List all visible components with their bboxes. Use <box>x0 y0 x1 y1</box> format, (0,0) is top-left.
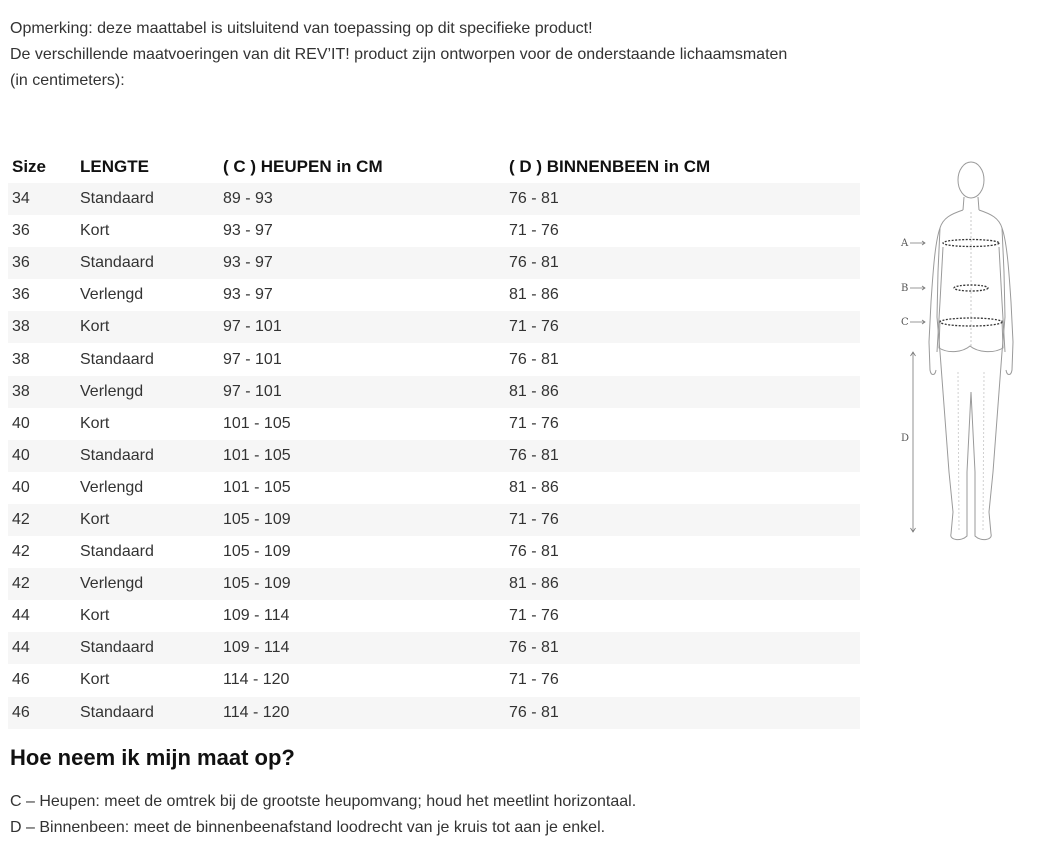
table-row <box>8 343 860 375</box>
hips-cell: 89 - 93 <box>223 190 273 208</box>
inseam-cell: 81 - 86 <box>509 575 559 593</box>
table-row <box>8 440 860 472</box>
table-header-row <box>8 150 860 183</box>
table-row <box>8 504 860 536</box>
label-a: A <box>901 238 909 249</box>
table-row <box>8 600 860 632</box>
inseam-cell: 76 - 81 <box>509 350 559 368</box>
inseam-cell: 76 - 81 <box>509 639 559 657</box>
length-cell: Verlengd <box>80 575 144 593</box>
table-row <box>8 215 860 247</box>
length-cell: Verlengd <box>80 382 144 400</box>
table-row <box>8 472 860 504</box>
measurement-notes <box>10 789 636 841</box>
size-cell: 40 <box>12 414 30 432</box>
table-row <box>8 279 860 311</box>
intro-note: Opmerking: deze maattabel is uitsluitend van toepassing op dit specifieke product! <box>10 20 593 37</box>
size-table <box>8 150 860 729</box>
header-inseam: ( D ) BINNENBEEN in CM <box>509 156 711 176</box>
hips-cell: 109 - 114 <box>223 607 290 625</box>
length-cell: Standaard <box>80 446 154 464</box>
label-d: D <box>901 433 910 444</box>
label-c: C <box>901 317 909 328</box>
size-cell: 38 <box>12 382 30 400</box>
length-cell: Kort <box>80 510 110 528</box>
size-cell: 42 <box>12 543 30 561</box>
length-cell: Kort <box>80 222 110 240</box>
table-row <box>8 247 860 279</box>
hips-cell: 101 - 105 <box>223 446 291 464</box>
size-cell: 42 <box>12 510 30 528</box>
hips-cell: 97 - 101 <box>223 350 282 368</box>
table-row <box>8 376 860 408</box>
size-cell: 42 <box>12 575 30 593</box>
inseam-cell: 71 - 76 <box>509 318 559 336</box>
note-inseam: D – Binnenbeen: meet de binnenbeenafstand loodrecht van je kruis tot aan je enkel. <box>10 819 606 836</box>
length-cell: Verlengd <box>80 286 144 304</box>
inseam-cell: 71 - 76 <box>509 414 559 432</box>
hips-cell: 105 - 109 <box>223 510 291 528</box>
hips-cell: 97 - 101 <box>223 382 282 400</box>
hips-cell: 114 - 120 <box>223 703 290 721</box>
size-cell: 38 <box>12 350 30 368</box>
table-row <box>8 568 860 600</box>
intro-text <box>10 16 790 94</box>
length-cell: Kort <box>80 607 110 625</box>
header-hips: ( C ) HEUPEN in CM <box>223 156 383 176</box>
size-cell: 36 <box>12 222 30 240</box>
header-length: LENGTE <box>80 156 149 176</box>
hips-cell: 93 - 97 <box>223 286 273 304</box>
table-row <box>8 664 860 696</box>
size-cell: 46 <box>12 671 30 689</box>
inseam-cell: 76 - 81 <box>509 446 559 464</box>
length-cell: Kort <box>80 414 110 432</box>
hips-cell: 101 - 105 <box>223 478 291 496</box>
hips-cell: 93 - 97 <box>223 254 273 272</box>
inseam-cell: 76 - 81 <box>509 543 559 561</box>
hips-cell: 114 - 120 <box>223 671 290 689</box>
table-row <box>8 697 860 729</box>
intro-description: De verschillende maatvoeringen van dit REV’IT! product zijn ontworpen voor de onderstaande lichaamsmaten (in centimeters): <box>10 46 788 89</box>
table-row <box>8 183 860 215</box>
table-row <box>8 632 860 664</box>
measurement-line-d <box>911 352 916 532</box>
inseam-cell: 71 - 76 <box>509 222 559 240</box>
inseam-cell: 81 - 86 <box>509 478 559 496</box>
length-cell: Standaard <box>80 639 154 657</box>
inseam-cell: 76 - 81 <box>509 190 559 208</box>
hips-cell: 101 - 105 <box>223 414 291 432</box>
how-to-measure-title: Hoe neem ik mijn maat op? <box>10 745 295 770</box>
body-measurement-figure <box>893 152 1033 552</box>
length-cell: Standaard <box>80 703 154 721</box>
length-cell: Kort <box>80 318 110 336</box>
size-cell: 44 <box>12 639 30 657</box>
size-cell: 34 <box>12 190 30 208</box>
size-cell: 40 <box>12 446 30 464</box>
hips-cell: 93 - 97 <box>223 222 273 240</box>
size-cell: 36 <box>12 254 30 272</box>
inseam-cell: 76 - 81 <box>509 254 559 272</box>
table-body <box>8 183 860 729</box>
inseam-cell: 71 - 76 <box>509 607 559 625</box>
size-cell: 36 <box>12 286 30 304</box>
length-cell: Standaard <box>80 190 154 208</box>
length-cell: Standaard <box>80 350 154 368</box>
table-row <box>8 408 860 440</box>
length-cell: Kort <box>80 671 110 689</box>
figure-head <box>958 162 984 198</box>
length-cell: Standaard <box>80 254 154 272</box>
header-size: Size <box>12 156 47 176</box>
length-cell: Verlengd <box>80 478 144 496</box>
hips-cell: 109 - 114 <box>223 639 290 657</box>
note-hips: C – Heupen: meet de omtrek bij de grootste heupomvang; houd het meetlint horizontaal. <box>10 793 637 810</box>
length-cell: Standaard <box>80 543 154 561</box>
label-b: B <box>901 283 909 294</box>
hips-cell: 105 - 109 <box>223 575 291 593</box>
inseam-cell: 71 - 76 <box>509 671 559 689</box>
hips-cell: 105 - 109 <box>223 543 291 561</box>
size-cell: 40 <box>12 478 30 496</box>
inseam-cell: 81 - 86 <box>509 286 559 304</box>
size-cell: 44 <box>12 607 30 625</box>
table-row <box>8 311 860 343</box>
size-cell: 38 <box>12 318 30 336</box>
hips-cell: 97 - 101 <box>223 318 282 336</box>
size-cell: 46 <box>12 703 30 721</box>
table-row <box>8 536 860 568</box>
inseam-cell: 76 - 81 <box>509 703 559 721</box>
inseam-cell: 71 - 76 <box>509 510 559 528</box>
inseam-cell: 81 - 86 <box>509 382 559 400</box>
